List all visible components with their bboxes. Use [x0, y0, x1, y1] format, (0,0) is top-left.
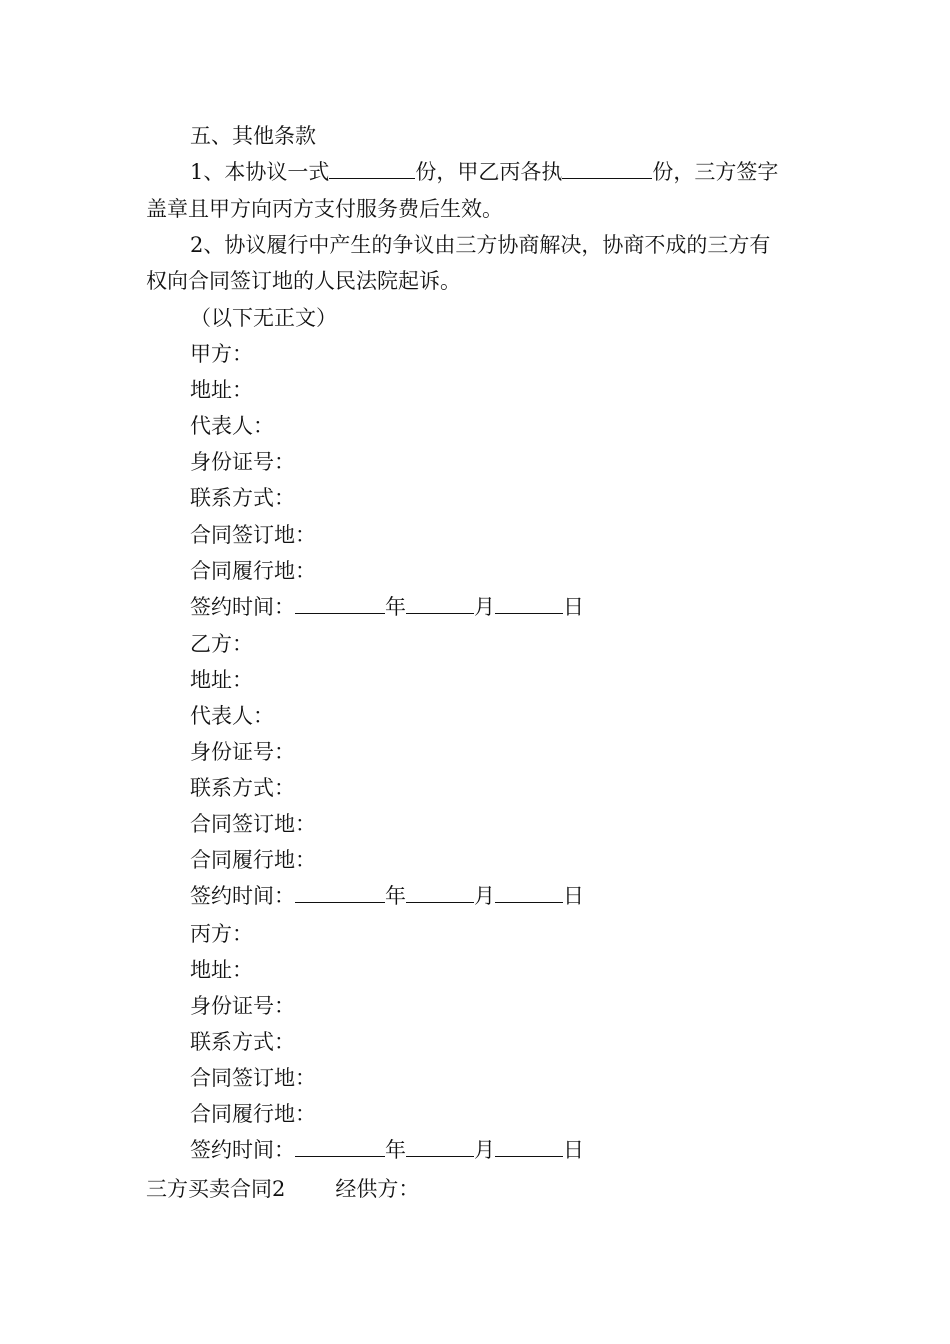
party-b-contact: 联系方式：	[190, 776, 295, 800]
year-label: 年	[385, 595, 406, 619]
copies-each-blank	[562, 158, 652, 179]
party-b-address: 地址：	[190, 668, 253, 692]
party-a-contact: 联系方式：	[190, 486, 295, 510]
day-blank	[495, 882, 563, 903]
next-contract-title: 三方买卖合同2	[146, 1177, 286, 1201]
sign-time-label: 签约时间：	[190, 1138, 295, 1162]
party-a-sign-time	[190, 592, 584, 622]
party-c-title: 丙方：	[190, 922, 253, 946]
month-blank	[406, 593, 474, 614]
month-label: 月	[474, 1138, 495, 1162]
party-c-sign-time	[190, 1135, 584, 1165]
day-label: 日	[563, 1138, 584, 1162]
clause-2-line-1: 2、协议履行中产生的争议由三方协商解决，协商不成的三方有	[190, 233, 771, 257]
day-label: 日	[563, 884, 584, 908]
year-blank	[295, 882, 385, 903]
sign-time-label: 签约时间：	[190, 884, 295, 908]
clause-1-text-b: 份，甲乙丙各执	[415, 160, 563, 184]
supplier-label: 经供方：	[335, 1177, 420, 1201]
party-b-id-number: 身份证号：	[190, 740, 295, 764]
party-a-id-number: 身份证号：	[190, 450, 295, 474]
month-label: 月	[474, 884, 495, 908]
party-a-sign-place: 合同签订地：	[190, 523, 316, 547]
day-blank	[495, 593, 563, 614]
clause-1-text-a: 1、本协议一式	[190, 160, 330, 184]
clause-1-line-1	[190, 157, 778, 187]
year-blank	[295, 1136, 385, 1157]
party-b-perform-place: 合同履行地：	[190, 848, 316, 872]
clause-1-line-2: 盖章且甲方向丙方支付服务费后生效。	[146, 197, 503, 221]
month-blank	[406, 1136, 474, 1157]
month-label: 月	[474, 595, 495, 619]
party-a-perform-place: 合同履行地：	[190, 559, 316, 583]
party-b-representative: 代表人：	[190, 704, 274, 728]
party-a-representative: 代表人：	[190, 414, 274, 438]
month-blank	[406, 882, 474, 903]
next-contract-line	[146, 1174, 419, 1204]
copies-total-blank	[329, 158, 415, 179]
party-a-title: 甲方：	[190, 342, 253, 366]
day-label: 日	[563, 595, 584, 619]
party-c-sign-place: 合同签订地：	[190, 1066, 316, 1090]
party-b-sign-time	[190, 881, 584, 911]
sign-time-label: 签约时间：	[190, 595, 295, 619]
year-label: 年	[385, 1138, 406, 1162]
section-heading: 五、其他条款	[190, 124, 316, 148]
party-c-id-number: 身份证号：	[190, 994, 295, 1018]
party-b-title: 乙方：	[190, 632, 253, 656]
year-blank	[295, 593, 385, 614]
clause-1-text-c: 份，三方签字	[652, 160, 779, 184]
party-c-perform-place: 合同履行地：	[190, 1102, 316, 1126]
year-label: 年	[385, 884, 406, 908]
day-blank	[495, 1136, 563, 1157]
end-note: （以下无正文）	[190, 306, 337, 330]
party-b-sign-place: 合同签订地：	[190, 812, 316, 836]
party-a-address: 地址：	[190, 378, 253, 402]
party-c-contact: 联系方式：	[190, 1030, 295, 1054]
clause-2-line-2: 权向合同签订地的人民法院起诉。	[146, 269, 461, 293]
party-c-address: 地址：	[190, 958, 253, 982]
